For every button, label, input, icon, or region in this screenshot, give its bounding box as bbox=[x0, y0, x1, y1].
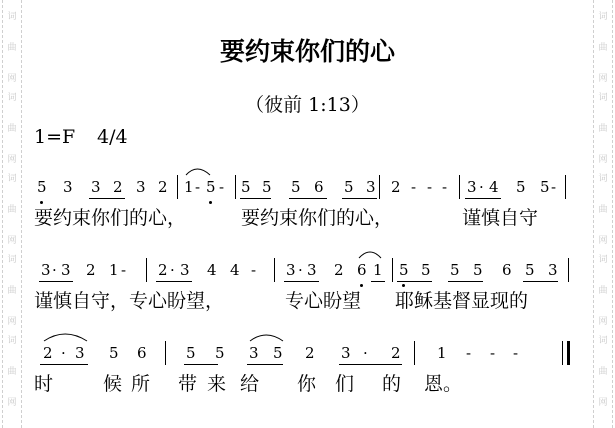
watermark-glyph: 网 bbox=[7, 317, 17, 327]
dot: · bbox=[170, 261, 175, 279]
note: 2 bbox=[391, 178, 401, 196]
note: 6 bbox=[357, 261, 367, 279]
key-signature: 1=F bbox=[34, 126, 76, 148]
lyric-line-1c: 谨慎自守 bbox=[462, 207, 539, 229]
note: 2 bbox=[113, 178, 123, 196]
note: 3 bbox=[366, 178, 376, 196]
note: 2 bbox=[86, 261, 96, 279]
lyric-word: 时 bbox=[34, 373, 54, 395]
lyric-word: 的 bbox=[382, 373, 402, 395]
watermark-glyph: 词 bbox=[598, 12, 608, 22]
lyric-line-1b: 要约束你们的心， bbox=[241, 207, 394, 229]
note: 3 bbox=[75, 344, 85, 362]
song-title: 要约束你们的心 bbox=[219, 37, 395, 66]
watermark-glyph: 网 bbox=[598, 317, 608, 327]
note: 5 bbox=[399, 261, 409, 279]
note: 5 bbox=[344, 178, 354, 196]
watermark-glyph: 网 bbox=[598, 236, 608, 246]
lyric-word: 带 bbox=[178, 373, 198, 395]
watermark-glyph: 曲 bbox=[7, 205, 17, 215]
note: 3 bbox=[307, 261, 317, 279]
note: 3 bbox=[61, 261, 71, 279]
note: 2 bbox=[43, 344, 53, 362]
note: 5 bbox=[241, 178, 251, 196]
dot: · bbox=[298, 261, 303, 279]
watermark-glyph: 网 bbox=[598, 74, 608, 84]
note: 4 bbox=[489, 178, 499, 196]
lyric-line-1a: 要约束你们的心， bbox=[34, 207, 187, 229]
dash: - bbox=[195, 178, 201, 196]
note: 5 bbox=[525, 261, 535, 279]
note: 3 bbox=[41, 261, 51, 279]
lyric-word: 给 bbox=[240, 373, 260, 395]
watermark-glyph: 词 bbox=[7, 336, 17, 346]
note: 5 bbox=[450, 261, 460, 279]
note: 5 bbox=[421, 261, 431, 279]
watermark-glyph: 曲 bbox=[598, 205, 608, 215]
watermark-glyph: 词 bbox=[7, 12, 17, 22]
note: 3 bbox=[136, 178, 146, 196]
lyric-word: 候 bbox=[103, 373, 123, 395]
watermark-glyph: 网 bbox=[7, 236, 17, 246]
note: 5 bbox=[186, 344, 196, 362]
watermark-glyph: 曲 bbox=[598, 43, 608, 53]
note: 5 bbox=[516, 178, 526, 196]
watermark-glyph: 曲 bbox=[598, 286, 608, 296]
lyric-word: 恩。 bbox=[424, 373, 463, 395]
watermark-glyph: 网 bbox=[7, 74, 17, 84]
note: 2 bbox=[158, 178, 168, 196]
note: 5 bbox=[109, 344, 119, 362]
dash: - bbox=[442, 178, 448, 196]
note: 3 bbox=[467, 178, 477, 196]
dash: - bbox=[219, 178, 225, 196]
lyric-line-2a: 谨慎自守，专心盼望， bbox=[34, 290, 225, 312]
watermark-glyph: 曲 bbox=[598, 367, 608, 377]
note: 5 bbox=[473, 261, 483, 279]
time-signature: 4/4 bbox=[97, 126, 128, 148]
note: 3 bbox=[249, 344, 259, 362]
watermark-glyph: 曲 bbox=[7, 367, 17, 377]
watermark-glyph: 曲 bbox=[7, 286, 17, 296]
note: 3 bbox=[548, 261, 558, 279]
note: 3 bbox=[180, 261, 190, 279]
dash: - bbox=[466, 344, 472, 362]
note: 6 bbox=[502, 261, 512, 279]
dash: - bbox=[411, 178, 417, 196]
watermark-glyph: 词 bbox=[598, 93, 608, 103]
note: 3 bbox=[286, 261, 296, 279]
dot: · bbox=[363, 344, 368, 362]
watermark-glyph: 词 bbox=[598, 255, 608, 265]
watermark-glyph: 词 bbox=[7, 174, 17, 184]
note: 5 bbox=[540, 178, 550, 196]
note: 6 bbox=[314, 178, 324, 196]
note: 1 bbox=[184, 178, 194, 196]
note: 3 bbox=[91, 178, 101, 196]
scripture-reference: （彼前 1:13） bbox=[245, 94, 370, 116]
note: 3 bbox=[63, 178, 73, 196]
lyric-word: 你 bbox=[297, 373, 317, 395]
lyric-word: 所 bbox=[131, 373, 151, 395]
note: 4 bbox=[230, 261, 240, 279]
watermark-glyph: 网 bbox=[598, 398, 608, 408]
lyric-word: 们 bbox=[335, 373, 355, 395]
note: 2 bbox=[158, 261, 168, 279]
watermark-glyph: 词 bbox=[7, 255, 17, 265]
dash: - bbox=[251, 261, 257, 279]
watermark-glyph: 曲 bbox=[7, 124, 17, 134]
dash: - bbox=[121, 261, 127, 279]
note: 5 bbox=[37, 178, 47, 196]
note: 5 bbox=[273, 344, 283, 362]
dot: · bbox=[52, 261, 57, 279]
watermark-glyph: 网 bbox=[7, 155, 17, 165]
watermark-glyph: 网 bbox=[7, 398, 17, 408]
dash: - bbox=[427, 178, 433, 196]
slur bbox=[359, 252, 381, 258]
dot: · bbox=[479, 178, 484, 196]
dot: · bbox=[61, 344, 66, 362]
note: 1 bbox=[437, 344, 447, 362]
watermark-glyph: 网 bbox=[598, 155, 608, 165]
note: 5 bbox=[291, 178, 301, 196]
watermark-glyph: 词 bbox=[7, 93, 17, 103]
note: 6 bbox=[137, 344, 147, 362]
dash: - bbox=[513, 344, 519, 362]
note: 5 bbox=[206, 178, 216, 196]
note: 1 bbox=[373, 261, 383, 279]
slur bbox=[250, 335, 283, 341]
dash: - bbox=[551, 178, 557, 196]
note: 5 bbox=[215, 344, 225, 362]
watermark-glyph: 曲 bbox=[598, 124, 608, 134]
note: 3 bbox=[341, 344, 351, 362]
note: 2 bbox=[391, 344, 401, 362]
watermark-glyph: 曲 bbox=[7, 43, 17, 53]
lyric-line-2c: 耶稣基督显现的 bbox=[395, 290, 529, 312]
lyric-word: 来 bbox=[207, 373, 227, 395]
watermark-glyph: 词 bbox=[598, 174, 608, 184]
note: 4 bbox=[207, 261, 217, 279]
watermark-glyph: 词 bbox=[598, 336, 608, 346]
dash: - bbox=[490, 344, 496, 362]
note: 5 bbox=[262, 178, 272, 196]
note: 1 bbox=[109, 261, 119, 279]
note: 2 bbox=[305, 344, 315, 362]
slur bbox=[44, 334, 87, 341]
note: 2 bbox=[334, 261, 344, 279]
slur bbox=[186, 169, 210, 175]
lyric-line-2b: 专心盼望 bbox=[285, 290, 362, 312]
